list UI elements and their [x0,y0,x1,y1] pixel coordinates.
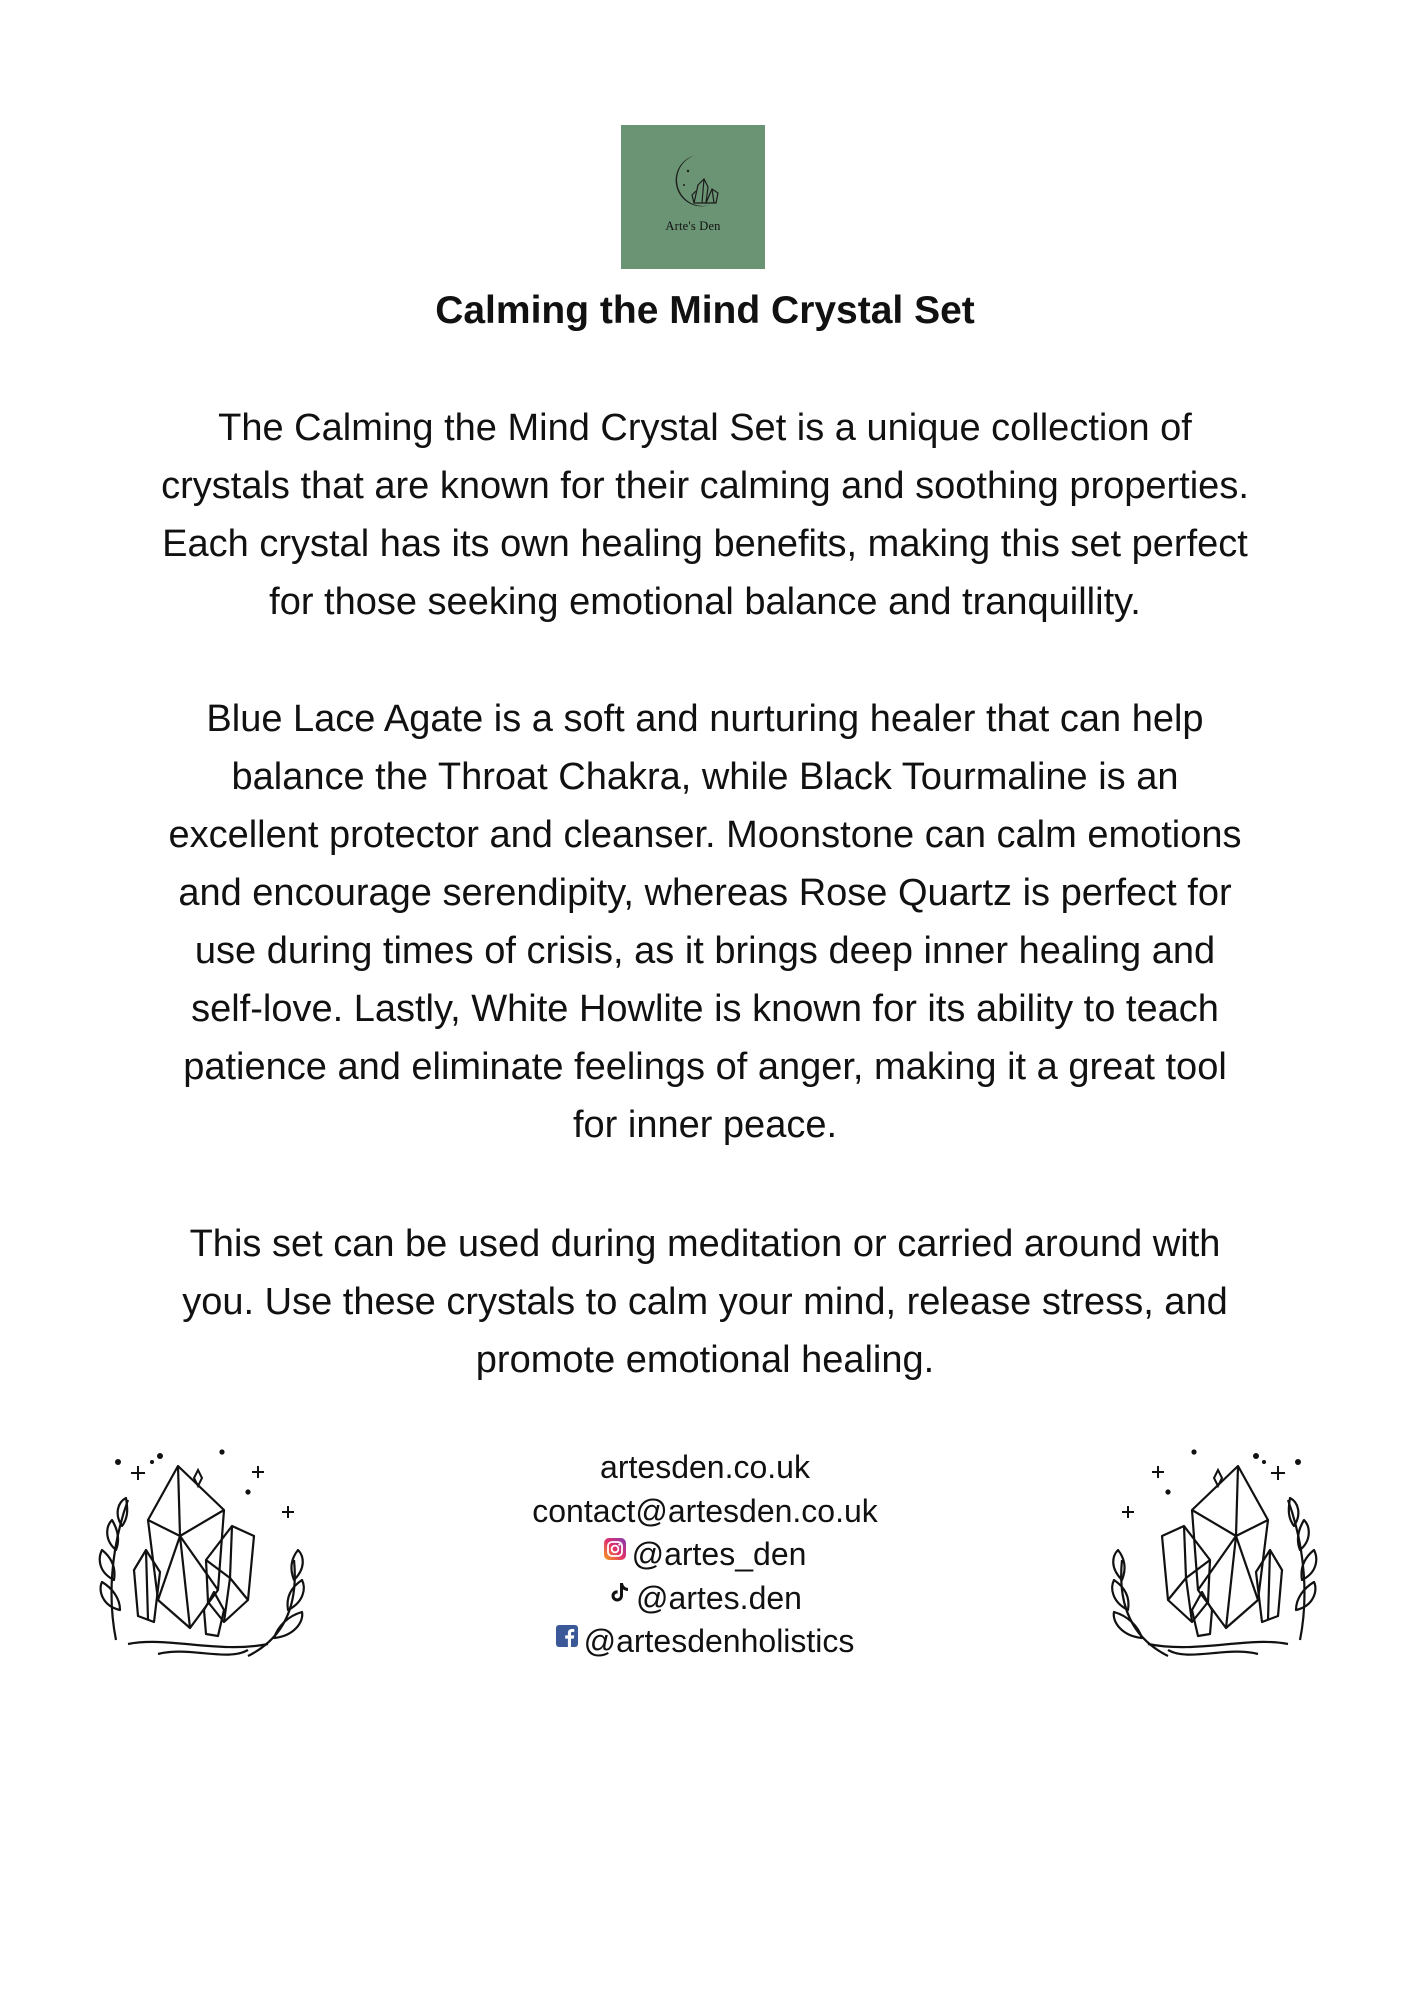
instagram-handle[interactable] [430,1533,980,1577]
paragraph-line: This set can be used during meditation or carried around with [189,1223,1221,1265]
paragraph-line: for those seeking emotional balance and tranquillity. [269,581,1141,623]
paragraph-line: self-love. Lastly, White Howlite is known for its ability to teach [191,988,1219,1030]
paragraph-line: patience and eliminate feelings of anger, making it a great tool [183,1046,1227,1088]
email-link[interactable]: contact@artesden.co.uk [532,1492,878,1529]
tiktok-icon [608,1581,630,1603]
moon-crystal-icon [658,151,728,213]
brand-logo [621,125,765,269]
facebook-icon [556,1625,578,1647]
logo-text: Arte's Den [665,219,721,233]
paragraph-line: you. Use these crystals to calm your mind, release stress, and [182,1281,1228,1323]
crystal-cluster-illustration [98,1440,308,1670]
crystals-paragraph [70,690,1340,1154]
usage-paragraph [70,1215,1340,1389]
instagram-text: @artes_den [631,1536,807,1572]
facebook-text: @artesdenholistics [583,1623,855,1659]
crystal-cluster-illustration [1108,1440,1318,1670]
instagram-icon [604,1538,626,1560]
paragraph-line: use during times of crisis, as it brings deep inner healing and [194,930,1216,972]
tiktok-handle[interactable] [430,1577,980,1621]
facebook-handle[interactable] [430,1620,980,1664]
tiktok-text: @artes.den [636,1579,802,1616]
paragraph-line: for inner peace. [572,1104,838,1146]
paragraph-line: Each crystal has its own healing benefits, making this set perfect [162,523,1248,565]
paragraph-line: and encourage serendipity, whereas Rose Quartz is perfect for [178,872,1232,914]
intro-paragraph [70,399,1340,631]
paragraph-line: excellent protector and cleanser. Moonstone can calm emotions [168,814,1242,856]
website-link[interactable]: artesden.co.uk [600,1449,810,1485]
paragraph-line: Blue Lace Agate is a soft and nurturing healer that can help [206,698,1204,740]
paragraph-line: crystals that are known for their calming and soothing properties. [161,465,1249,507]
paragraph-line: The Calming the Mind Crystal Set is a unique collection of [218,407,1192,449]
page-title: Calming the Mind Crystal Set [435,289,975,332]
paragraph-line: promote emotional healing. [475,1339,935,1381]
paragraph-line: balance the Throat Chakra, while Black Tourmaline is an [231,756,1179,798]
contact-block [430,1446,980,1664]
